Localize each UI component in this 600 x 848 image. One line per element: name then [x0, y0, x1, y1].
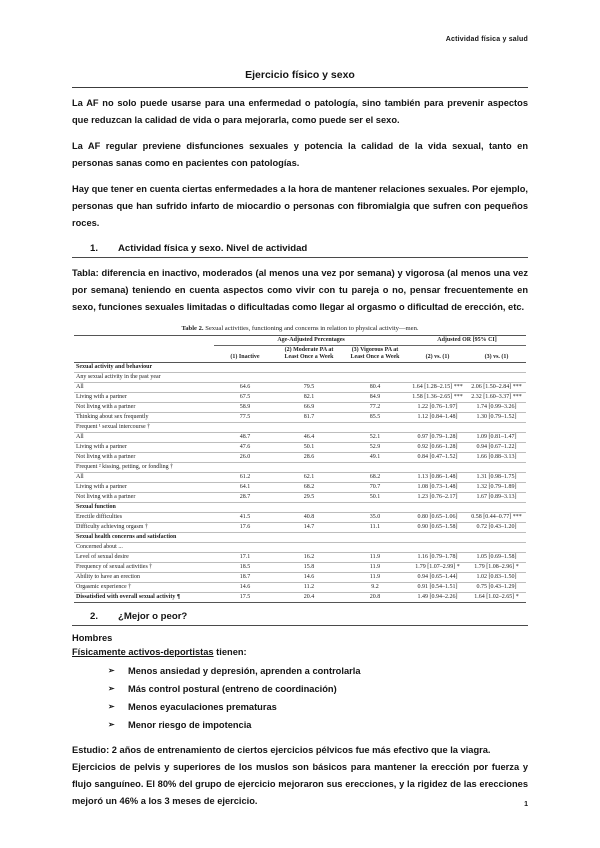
table-caption-text: Sexual activities, functioning and concerns in relation to physical activity—men. — [203, 325, 419, 332]
row-value: 1.30 [0.79–1.52] — [467, 413, 526, 423]
header-adjusted-or-group: Adjusted OR [95% CI] — [408, 336, 526, 346]
row-value — [467, 533, 526, 543]
row-value: 70.7 — [342, 483, 408, 493]
row-value: 1.31 [0.98–1.75] — [467, 473, 526, 483]
row-label: Sexual function — [74, 503, 214, 513]
benefits-list — [72, 662, 528, 734]
row-value: 64.1 — [214, 483, 276, 493]
activos-lead — [72, 647, 528, 657]
row-value: 52.1 — [342, 433, 408, 443]
row-label: Sexual health concerns and satisfaction — [74, 533, 214, 543]
paragraph-tabla-desc: Tabla: diferencia en inactivo, moderados (al menos una vez por semana) y vigorosa (al menos una vez por semana) teniendo en cuenta aspectos como vivir con tu pareja o no, pensar frecuentemente en sexo, funciones sexuales limitadas o dificultadas como llegar al orgasmo o dificultad de erección, etc. — [72, 268, 528, 312]
row-value: 9.2 — [342, 583, 408, 593]
row-value: 1.08 [0.73–1.48] — [408, 483, 467, 493]
row-value: 68.2 — [342, 473, 408, 483]
row-label: Orgasmic experience † — [74, 583, 214, 593]
row-value: 1.23 [0.76–2.17] — [408, 493, 467, 503]
table-row — [74, 443, 526, 453]
row-value: 17.6 — [214, 523, 276, 533]
row-value: 58.9 — [214, 403, 276, 413]
row-value — [214, 533, 276, 543]
row-value — [276, 373, 342, 383]
header-col-vigorous: (3) Vigorous PA at Least Once a Week — [342, 346, 408, 363]
row-value — [408, 463, 467, 473]
row-label: Erectile difficulties — [74, 513, 214, 523]
row-value: 1.66 [0.88–3.13] — [467, 453, 526, 463]
row-value — [467, 463, 526, 473]
row-value: 11.1 — [342, 523, 408, 533]
row-value: 0.90 [0.65–1.58] — [408, 523, 467, 533]
paragraph-enfermedades: Hay que tener en cuenta ciertas enfermedades a la hora de mantener relaciones sexuales. Por ejemplo, personas que han sufrido infarto de miocardio o personas con fibromialgia que sufren con pequeños roces. — [72, 184, 528, 228]
table-row — [74, 393, 526, 403]
row-value — [342, 373, 408, 383]
arrow-bullet-icon: ➢ — [108, 702, 115, 711]
row-value: 0.91 [0.54–1.51] — [408, 583, 467, 593]
row-value: 48.7 — [214, 433, 276, 443]
row-value — [276, 503, 342, 513]
row-value: 1.58 [1.36–2.65] *** — [408, 393, 467, 403]
row-value: 0.72 [0.43–1.20] — [467, 523, 526, 533]
row-value — [408, 363, 467, 373]
row-value: 0.97 [0.79–1.28] — [408, 433, 467, 443]
row-value — [214, 503, 276, 513]
row-value: 66.9 — [276, 403, 342, 413]
arrow-bullet-icon: ➢ — [108, 720, 115, 729]
row-value — [214, 373, 276, 383]
section-2-number: 2. — [90, 611, 99, 622]
table-row — [74, 533, 526, 543]
row-value — [408, 533, 467, 543]
row-value — [408, 543, 467, 553]
row-value: 20.8 — [342, 593, 408, 603]
row-value: 1.74 [0.99–3.26] — [467, 403, 526, 413]
row-value: 80.4 — [342, 383, 408, 393]
table-row — [74, 433, 526, 443]
table-row — [74, 553, 526, 563]
table-row — [74, 483, 526, 493]
row-value: 2.06 [1.50–2.84] *** — [467, 383, 526, 393]
row-value: 67.5 — [214, 393, 276, 403]
row-value: 41.5 — [214, 513, 276, 523]
row-value: 1.49 [0.94–2.26] — [408, 593, 467, 603]
section-1-number: 1. — [90, 243, 99, 254]
row-value: 17.1 — [214, 553, 276, 563]
row-value: 20.4 — [276, 593, 342, 603]
running-header: Actividad física y salud — [445, 36, 528, 43]
section-1-title: Actividad física y sexo. Nivel de actividad — [118, 243, 308, 254]
row-value: 49.1 — [342, 453, 408, 463]
row-label: Living with a partner — [74, 443, 214, 453]
page-number: 1 — [524, 801, 528, 808]
row-value: 1.79 [1.08–2.96] * — [467, 563, 526, 573]
paragraph-ejercicios: Ejercicios de pelvis y superiores de los muslos son básicos para mantener la erección por fuerza y flujo sanguíneo. El 80% del grupo de ejercicio mejoraron sus erecciones, y la rigidez de las erecciones mejoró un 46% a los 3 meses de ejercicio. — [72, 762, 528, 806]
row-value: 0.84 [0.47–1.52] — [408, 453, 467, 463]
row-value: 1.13 [0.86–1.48] — [408, 473, 467, 483]
row-label: Dissatisfied with overall sexual activity ¶ — [74, 593, 214, 603]
row-value: 1.02 [0.83–1.50] — [467, 573, 526, 583]
row-value — [467, 373, 526, 383]
row-value — [214, 363, 276, 373]
row-value: 1.22 [0.76–1.97] — [408, 403, 467, 413]
row-label: Ability to have an erection — [74, 573, 214, 583]
row-value — [276, 463, 342, 473]
row-label: Level of sexual desire — [74, 553, 214, 563]
list-item-text: Más control postural (entreno de coordinación) — [128, 684, 337, 694]
row-value: 15.8 — [276, 563, 342, 573]
row-value: 1.64 [1.28–2.15] *** — [408, 383, 467, 393]
table-row — [74, 363, 526, 373]
table-row — [74, 543, 526, 553]
hombres-heading: Hombres — [72, 633, 113, 643]
row-value: 84.9 — [342, 393, 408, 403]
row-value: 1.16 [0.79–1.78] — [408, 553, 467, 563]
table-row — [74, 473, 526, 483]
row-value: 1.64 [1.02–2.65] * — [467, 593, 526, 603]
row-value — [276, 533, 342, 543]
results-table — [74, 335, 526, 603]
list-item-text: Menor riesgo de impotencia — [128, 720, 252, 730]
row-value: 0.92 [0.66–1.28] — [408, 443, 467, 453]
row-value — [408, 503, 467, 513]
row-label: Thinking about sex frequently — [74, 413, 214, 423]
table-row — [74, 403, 526, 413]
arrow-bullet-icon: ➢ — [108, 666, 115, 675]
row-value: 1.32 [0.79–1.89] — [467, 483, 526, 493]
table-header-span-row — [74, 336, 526, 346]
table-row — [74, 423, 526, 433]
row-value — [342, 363, 408, 373]
row-value — [214, 423, 276, 433]
row-value: 1.05 [0.69–1.58] — [467, 553, 526, 563]
paragraph-intro: La AF no solo puede usarse para una enfermedad o patología, sino también para prevenir aspectos que reduzcan la calidad de vida o para mejorarla, como puede ser el sexo. — [72, 98, 528, 125]
row-value — [342, 533, 408, 543]
list-item — [108, 716, 528, 734]
header-age-adjusted-group: Age-Adjusted Percentages — [214, 336, 408, 346]
row-value — [408, 373, 467, 383]
list-item-text: Menos eyaculaciones prematuras — [128, 702, 277, 712]
row-label: Not living with a partner — [74, 493, 214, 503]
row-value: 0.94 [0.67–1.22] — [467, 443, 526, 453]
row-label: Living with a partner — [74, 393, 214, 403]
list-item — [108, 698, 528, 716]
table-caption-number: Table 2. — [181, 325, 204, 332]
row-value: 62.1 — [276, 473, 342, 483]
row-value: 11.9 — [342, 563, 408, 573]
row-value: 1.12 [0.84–1.48] — [408, 413, 467, 423]
row-value — [276, 363, 342, 373]
row-value: 28.7 — [214, 493, 276, 503]
row-value: 50.1 — [342, 493, 408, 503]
row-value: 14.6 — [276, 573, 342, 583]
row-label: All — [74, 383, 214, 393]
row-value — [276, 543, 342, 553]
row-value: 14.6 — [214, 583, 276, 593]
row-value: 11.2 — [276, 583, 342, 593]
row-label: Not living with a partner — [74, 403, 214, 413]
row-value: 40.8 — [276, 513, 342, 523]
row-label: Frequent ² kissing, petting, or fondling † — [74, 463, 214, 473]
table-row — [74, 383, 526, 393]
table-row — [74, 503, 526, 513]
row-value — [467, 423, 526, 433]
row-value: 77.5 — [214, 413, 276, 423]
table-row — [74, 593, 526, 603]
table-row — [74, 463, 526, 473]
row-value — [342, 503, 408, 513]
row-label: All — [74, 433, 214, 443]
section-2-heading — [72, 609, 528, 626]
row-value — [467, 503, 526, 513]
row-value: 26.0 — [214, 453, 276, 463]
paragraph-af-regular: La AF regular previene disfunciones sexuales y potencia la calidad de la vida sexual, tanto en personas sanas como en pacientes con patologías. — [72, 141, 528, 168]
row-value: 0.75 [0.43–1.29] — [467, 583, 526, 593]
row-value — [467, 543, 526, 553]
row-value: 47.6 — [214, 443, 276, 453]
row-value — [342, 543, 408, 553]
paragraph-estudio: Estudio: 2 años de entrenamiento de ciertos ejercicios pélvicos fue más efectivo que la viagra. — [72, 745, 491, 755]
page-title: Ejercicio físico y sexo — [72, 69, 528, 88]
table-row — [74, 493, 526, 503]
section-2-title: ¿Mejor o peor? — [118, 611, 188, 622]
table-row — [74, 413, 526, 423]
activos-lead-rest: tienen: — [213, 647, 247, 657]
header-empty-cell — [74, 336, 214, 346]
row-value: 85.5 — [342, 413, 408, 423]
row-label: Frequent ¹ sexual intercourse † — [74, 423, 214, 433]
row-value: 1.67 [0.89–3.13] — [467, 493, 526, 503]
row-value: 18.7 — [214, 573, 276, 583]
row-value: 28.6 — [276, 453, 342, 463]
row-value: 14.7 — [276, 523, 342, 533]
table-header-columns-row — [74, 346, 526, 363]
list-item — [108, 680, 528, 698]
row-value: 77.2 — [342, 403, 408, 413]
row-value: 68.2 — [276, 483, 342, 493]
header-col-3v1: (3) vs. (1) — [467, 346, 526, 363]
list-item-text: Menos ansiedad y depresión, aprenden a controlarla — [128, 666, 361, 676]
row-label: Concerned about ... — [74, 543, 214, 553]
row-value: 16.2 — [276, 553, 342, 563]
row-value: 35.0 — [342, 513, 408, 523]
row-label: Difficulty achieving orgasm † — [74, 523, 214, 533]
row-value: 64.6 — [214, 383, 276, 393]
row-value: 79.5 — [276, 383, 342, 393]
row-value: 29.5 — [276, 493, 342, 503]
row-label: Not living with a partner — [74, 453, 214, 463]
row-value: 1.09 [0.81–1.47] — [467, 433, 526, 443]
row-value — [342, 423, 408, 433]
row-value: 11.9 — [342, 553, 408, 563]
row-label: All — [74, 473, 214, 483]
row-label: Living with a partner — [74, 483, 214, 493]
row-value: 81.7 — [276, 413, 342, 423]
table-row — [74, 523, 526, 533]
list-item — [108, 662, 528, 680]
header-empty-cell — [74, 346, 214, 363]
row-value — [214, 543, 276, 553]
table-row — [74, 563, 526, 573]
row-label: Sexual activity and behaviour — [74, 363, 214, 373]
table-row — [74, 583, 526, 593]
header-col-inactive: (1) Inactive — [214, 346, 276, 363]
row-value: 61.2 — [214, 473, 276, 483]
table-caption — [72, 325, 528, 332]
row-value — [467, 363, 526, 373]
row-value: 11.9 — [342, 573, 408, 583]
row-value — [214, 463, 276, 473]
row-value — [276, 423, 342, 433]
header-col-moderate: (2) Moderate PA at Least Once a Week — [276, 346, 342, 363]
results-table-body — [74, 363, 526, 603]
row-value — [342, 463, 408, 473]
row-value: 0.80 [0.65–1.06] — [408, 513, 467, 523]
table-row — [74, 573, 526, 583]
row-value: 2.32 [1.60–3.37] *** — [467, 393, 526, 403]
table-row — [74, 453, 526, 463]
row-value: 0.94 [0.65–1.44] — [408, 573, 467, 583]
row-value: 0.58 [0.44–0.77] *** — [467, 513, 526, 523]
row-value: 1.79 [1.07–2.99] * — [408, 563, 467, 573]
header-col-2v1: (2) vs. (1) — [408, 346, 467, 363]
row-value: 46.4 — [276, 433, 342, 443]
table-row — [74, 513, 526, 523]
row-value: 52.9 — [342, 443, 408, 453]
row-label: Frequency of sexual activities † — [74, 563, 214, 573]
row-value: 50.1 — [276, 443, 342, 453]
section-1-heading — [72, 241, 528, 258]
row-value: 18.5 — [214, 563, 276, 573]
activos-lead-underlined: Físicamente activos-deportistas — [72, 647, 214, 657]
row-label: Any sexual activity in the past year — [74, 373, 214, 383]
row-value: 82.1 — [276, 393, 342, 403]
row-value — [408, 423, 467, 433]
arrow-bullet-icon: ➢ — [108, 684, 115, 693]
row-value: 17.5 — [214, 593, 276, 603]
table-row — [74, 373, 526, 383]
